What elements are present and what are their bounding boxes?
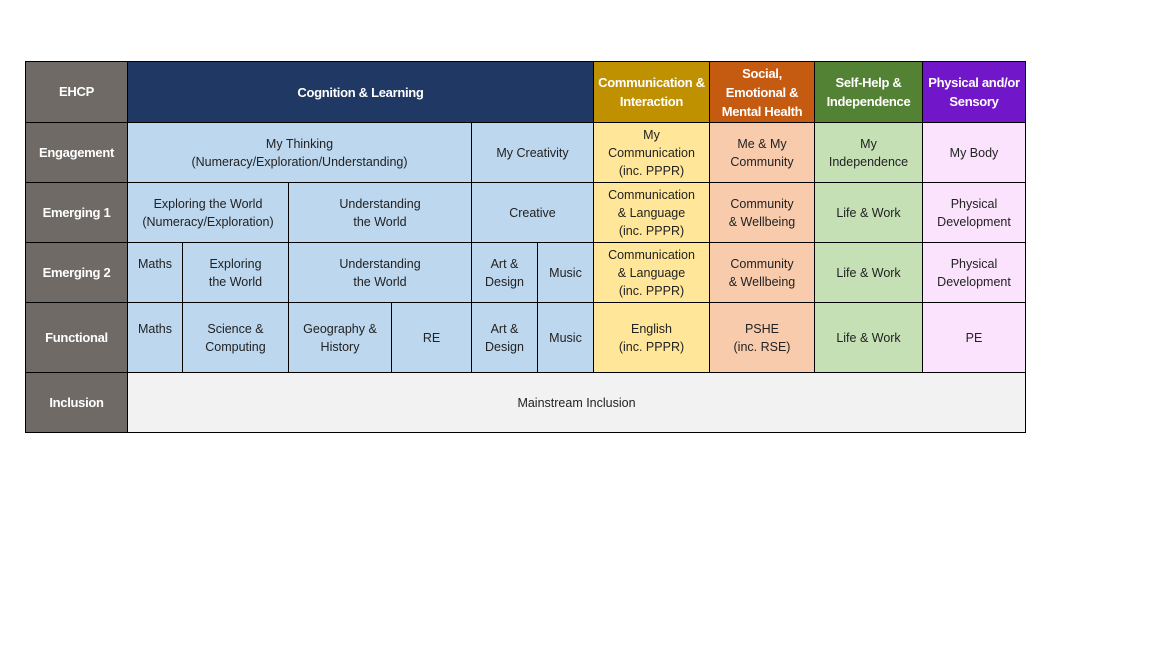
row-label: Emerging 2 — [26, 243, 128, 303]
cell: Art & Design — [472, 243, 538, 303]
cell: Art & Design — [472, 303, 538, 373]
selfhelp-header: Self-Help & Independence — [815, 62, 923, 123]
emerging2-row — [26, 243, 1026, 303]
cell: Geography & History — [289, 303, 392, 373]
cell: Understanding the World — [289, 243, 472, 303]
cell: Community & Wellbeing — [710, 183, 815, 243]
inclusion-row — [26, 373, 1026, 433]
cell: Maths — [128, 303, 183, 373]
cell: My Communication (inc. PPPR) — [594, 123, 710, 183]
cell: Life & Work — [815, 303, 923, 373]
cell: PSHE (inc. RSE) — [710, 303, 815, 373]
cell: My Thinking (Numeracy/Exploration/Understanding) — [128, 123, 472, 183]
cell: Music — [538, 243, 594, 303]
cell: PE — [923, 303, 1026, 373]
row-label: Engagement — [26, 123, 128, 183]
engagement-row — [26, 123, 1026, 183]
social-header: Social, Emotional & Mental Health — [710, 62, 815, 123]
cell: Mainstream Inclusion — [128, 373, 1026, 433]
curriculum-table — [25, 61, 1026, 433]
cell: Exploring the World — [183, 243, 289, 303]
cell: Life & Work — [815, 243, 923, 303]
cell: RE — [392, 303, 472, 373]
cell: Communication & Language (inc. PPPR) — [594, 183, 710, 243]
ehcp-header: EHCP — [26, 62, 128, 123]
cell: Physical Development — [923, 243, 1026, 303]
cognition-header: Cognition & Learning — [128, 62, 594, 123]
cell: Creative — [472, 183, 594, 243]
cell: Music — [538, 303, 594, 373]
cell: Me & My Community — [710, 123, 815, 183]
row-label: Emerging 1 — [26, 183, 128, 243]
cell: Exploring the World (Numeracy/Exploration) — [128, 183, 289, 243]
cell: Maths — [128, 243, 183, 303]
cell: My Creativity — [472, 123, 594, 183]
row-label: Functional — [26, 303, 128, 373]
emerging1-row — [26, 183, 1026, 243]
cell: My Independence — [815, 123, 923, 183]
row-label: Inclusion — [26, 373, 128, 433]
physical-header: Physical and/or Sensory — [923, 62, 1026, 123]
cell: Communication & Language (inc. PPPR) — [594, 243, 710, 303]
cell: Science & Computing — [183, 303, 289, 373]
cell: My Body — [923, 123, 1026, 183]
cell: Community & Wellbeing — [710, 243, 815, 303]
cell: Life & Work — [815, 183, 923, 243]
functional-row — [26, 303, 1026, 373]
cell: Understanding the World — [289, 183, 472, 243]
cell: Physical Development — [923, 183, 1026, 243]
cell: English (inc. PPPR) — [594, 303, 710, 373]
communication-header: Communication & Interaction — [594, 62, 710, 123]
header-row — [26, 62, 1026, 123]
